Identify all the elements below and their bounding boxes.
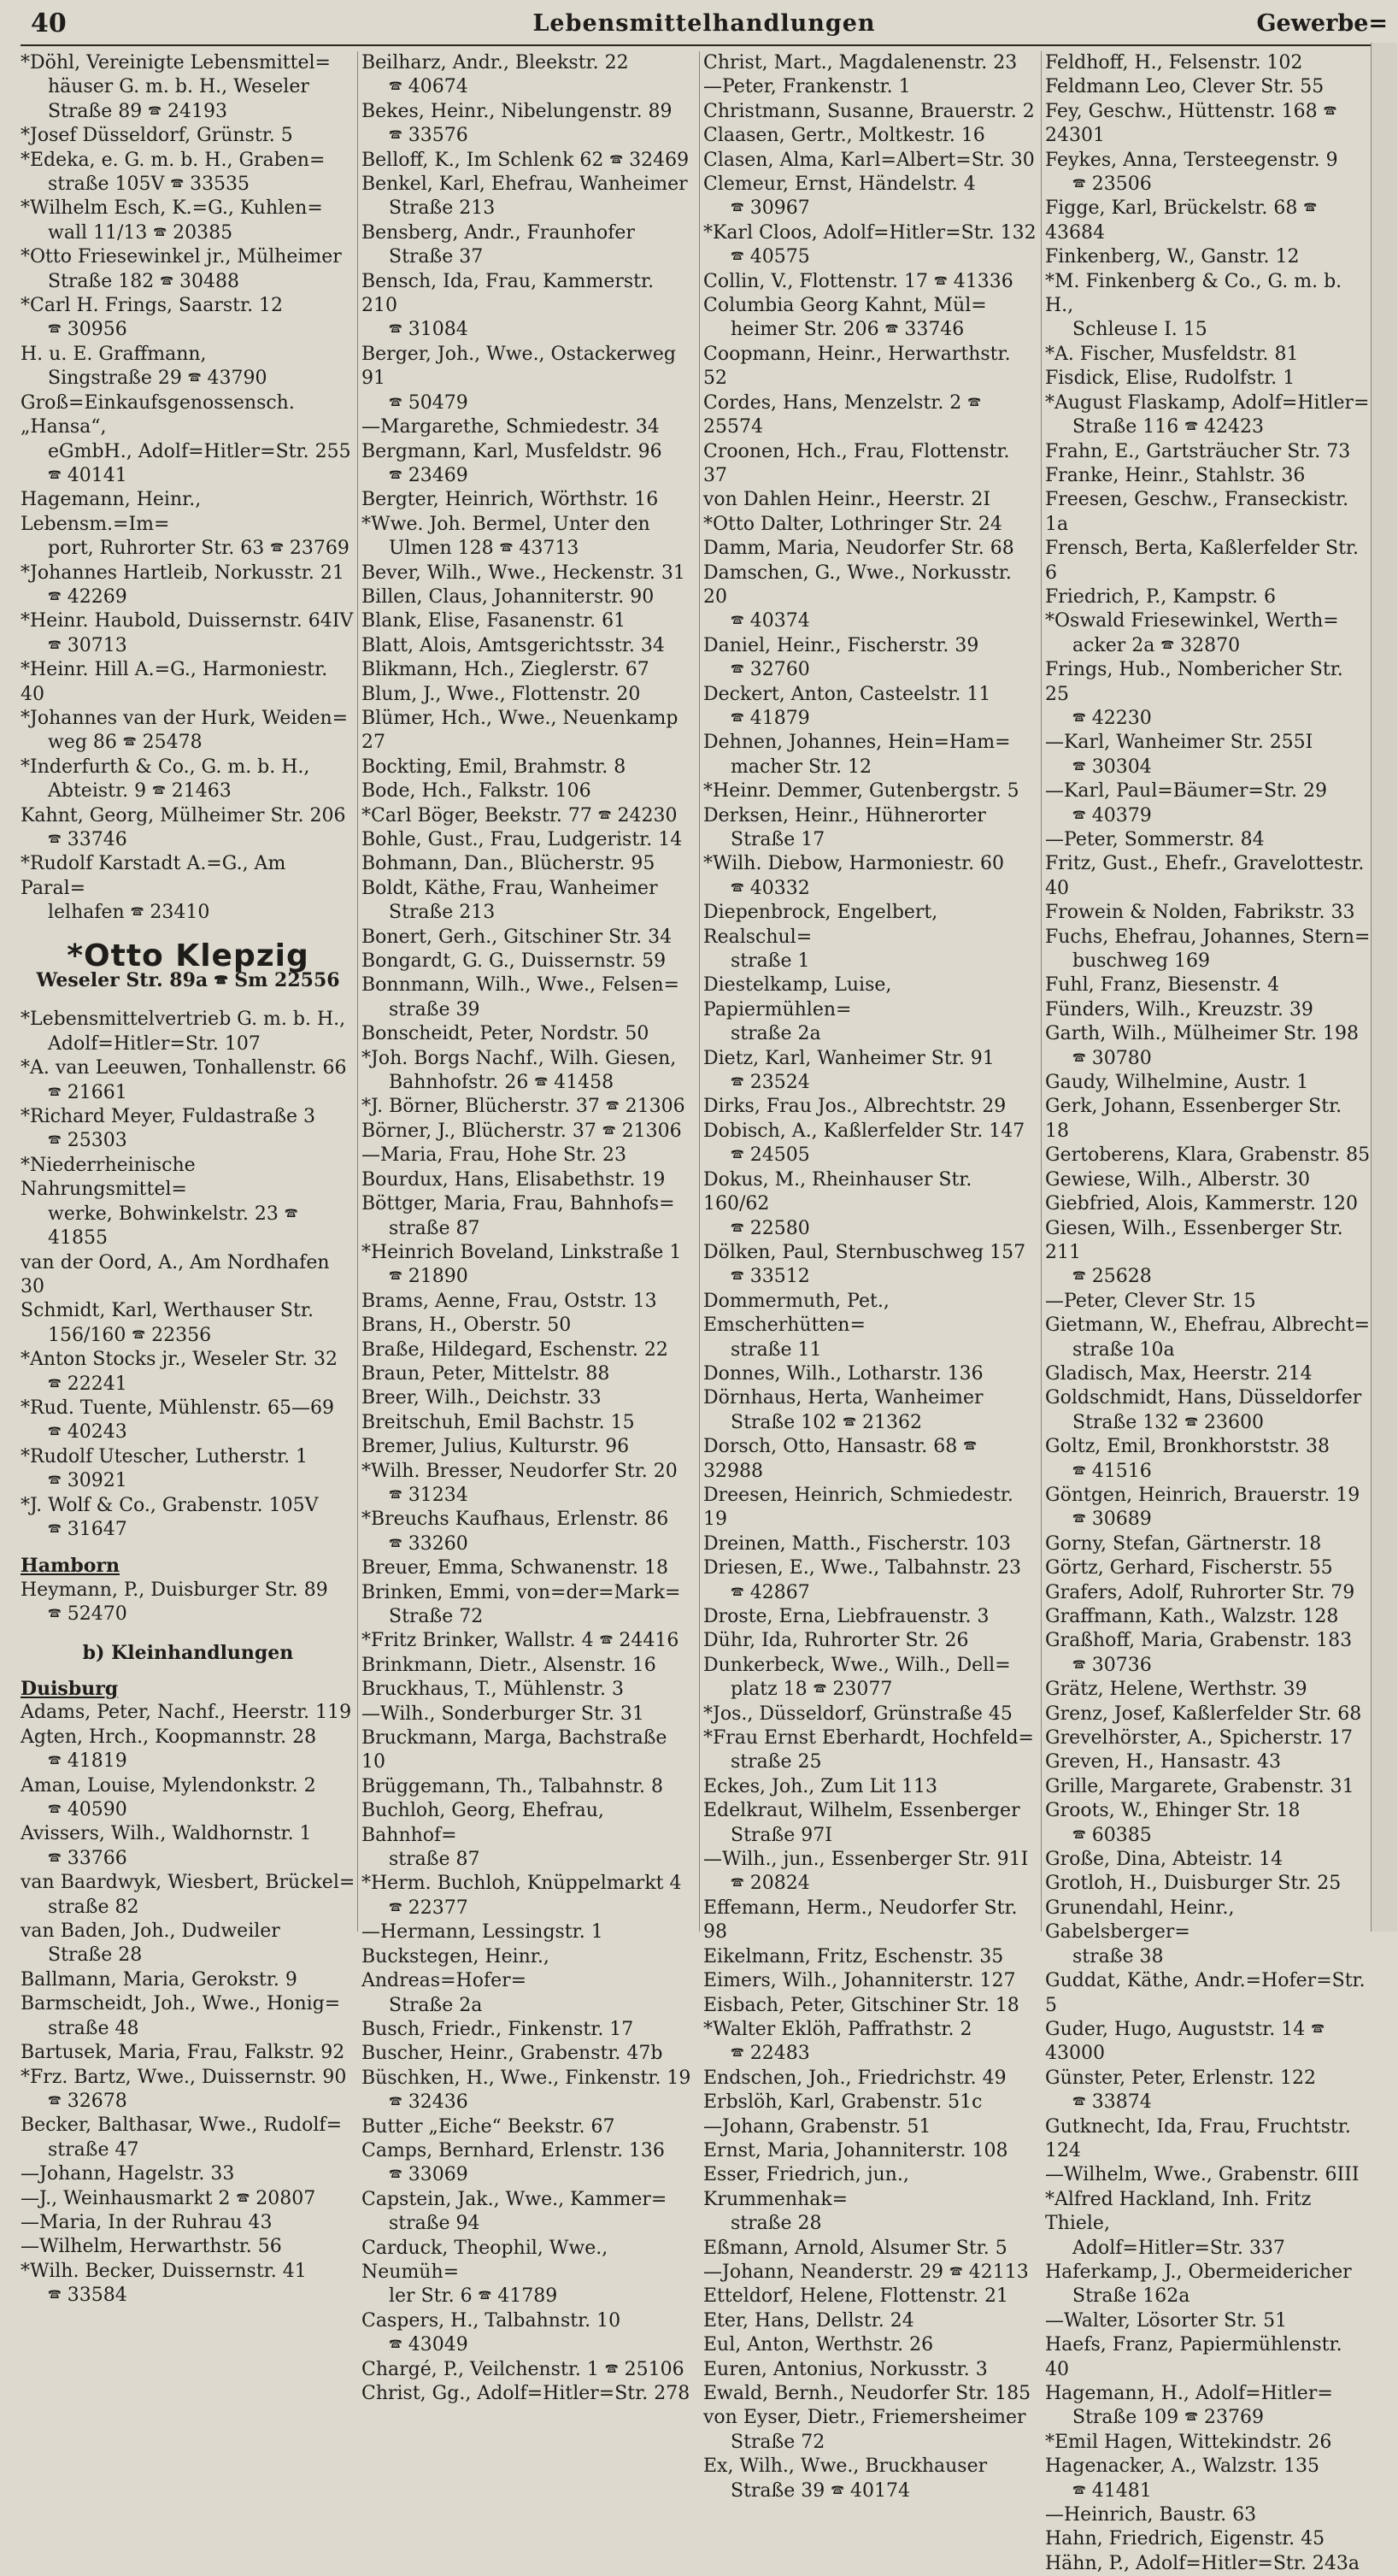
directory-entry: Billen, Claus, Johanniterstr. 90 — [361, 585, 655, 608]
directory-entry: Groots, W., Ehinger Str. 18 🕿 60385 — [1045, 1800, 1301, 1846]
directory-entry: Dommermuth, Pet., Emscherhütten= straße 11 — [703, 1290, 896, 1361]
directory-entry: Eimers, Wilh., Johanniterstr. 127 — [703, 1970, 1016, 1992]
directory-entry: —Peter, Frankenstr. 1 — [703, 76, 911, 98]
directory-entry: Derksen, Heinr., Hühnerorter Straße 17 — [703, 804, 986, 850]
directory-entry: Collin, V., Flottenstr. 17 🕿 41336 — [703, 270, 1013, 292]
directory-entry: *Fritz Brinker, Wallstr. 4 🕿 24416 — [361, 1630, 679, 1652]
directory-entry: —Wilhelm, Wwe., Grabenstr. 6III — [1045, 2164, 1360, 2186]
directory-entry: Grätz, Helene, Werthstr. 39 — [1045, 1679, 1307, 1701]
directory-entry: *Oswald Friesewinkel, Werth= acker 2a 🕿 32870 — [1045, 610, 1339, 656]
directory-entry: —Maria, Frau, Hohe Str. 23 — [361, 1144, 626, 1167]
directory-entry: Avissers, Wilh., Waldhornstr. 1 🕿 33766 — [21, 1823, 312, 1869]
directory-entry: Günster, Peter, Erlenstr. 122 🕿 33874 — [1045, 2067, 1316, 2114]
directory-entry: Frensch, Berta, Kaßlerfelder Str. 6 — [1045, 538, 1366, 584]
directory-entry: Erbslöh, Karl, Grabenstr. 51c — [703, 2091, 983, 2114]
directory-entry: von Eyser, Dietr., Friemersheimer Straße 72 — [703, 2407, 1026, 2453]
directory-entry: Haferkamp, J., Obermeidericher Straße 162a — [1045, 2261, 1352, 2308]
ad-name: *Otto Klepzig — [67, 938, 309, 973]
directory-entry: *Otto Dalter, Lothringer Str. 24 — [703, 513, 1002, 535]
directory-entry: Dirks, Frau Jos., Albrechtstr. 29 — [703, 1096, 1007, 1118]
directory-entry: *Anton Stocks jr., Weseler Str. 32 🕿 22241 — [21, 1349, 338, 1395]
directory-entry: *M. Finkenberg & Co., G. m. b. H., Schleuse I. 15 — [1045, 270, 1348, 341]
directory-entry: *Alfred Hackland, Inh. Fritz Thiele, Adolf=Hitler=Str. 337 — [1045, 2188, 1318, 2259]
directory-entry: Gewiese, Wilh., Alberstr. 30 — [1045, 1168, 1310, 1191]
directory-entry: Graßhoff, Maria, Grabenstr. 183 🕿 30736 — [1045, 1630, 1353, 1676]
directory-entry: Capstein, Jak., Wwe., Kammer= straße 94 — [361, 2188, 667, 2235]
directory-entry: *Carl Böger, Beekstr. 77 🕿 24230 — [361, 804, 678, 826]
directory-entry: Gutknecht, Ida, Frau, Fruchtstr. 124 — [1045, 2115, 1357, 2161]
directory-entry: Berger, Joh., Wwe., Ostackerweg 91 🕿 50479 — [361, 343, 682, 414]
directory-entry: Breitschuh, Emil Bachstr. 15 — [361, 1411, 635, 1433]
directory-entry: Fuchs, Ehefrau, Johannes, Stern= buschweg 169 — [1045, 926, 1371, 973]
directory-entry: Gertoberens, Klara, Grabenstr. 85 — [1045, 1144, 1371, 1167]
directory-entry: Büschken, H., Wwe., Finkenstr. 19 🕿 32436 — [361, 2067, 691, 2114]
directory-entry: *J. Börner, Blücherstr. 37 🕿 21306 — [361, 1096, 685, 1118]
directory-entry: *Jos., Düsseldorf, Grünstraße 45 — [703, 1703, 1013, 1725]
directory-entry: Frings, Hub., Nombericher Str. 25 🕿 42230 — [1045, 659, 1349, 729]
directory-entry: —J., Weinhausmarkt 2 🕿 20807 — [21, 2187, 316, 2209]
directory-entry: —Wilhelm, Herwarthstr. 56 — [21, 2236, 282, 2258]
directory-entry: Goldschmidt, Hans, Düsseldorfer Straße 132 🕿 23600 — [1045, 1387, 1362, 1433]
advertisement — [21, 938, 355, 993]
directory-entry: Christ, Gg., Adolf=Hitler=Str. 278 — [361, 2383, 690, 2404]
directory-entry: —Johann, Neanderstr. 29 🕿 42113 — [703, 2261, 1029, 2283]
directory-entry: Clemeur, Ernst, Händelstr. 4 🕿 30967 — [703, 173, 976, 220]
directory-entry: *Lebensmittelvertrieb G. m. b. H., Adolf=Hitler=Str. 107 — [21, 1009, 346, 1055]
directory-entry: Carduck, Theophil, Wwe., Neumüh= ler Str. 6 🕿 41789 — [361, 2237, 614, 2308]
directory-entry: Belloff, K., Im Schlenk 62 🕿 32469 — [361, 149, 690, 171]
directory-entry: H. u. E. Graffmann, Singstraße 29 🕿 43790 — [21, 343, 267, 390]
directory-entry: Hagenacker, A., Walzstr. 135 🕿 41481 — [1045, 2455, 1319, 2502]
directory-entry: Droste, Erna, Liebfrauenstr. 3 — [703, 1606, 990, 1627]
directory-entry: Fuhl, Franz, Biesenstr. 4 — [1045, 974, 1280, 997]
directory-entry: *Johannes Hartleib, Norkusstr. 21 🕿 42269 — [21, 562, 344, 608]
directory-entry: *Breuchs Kaufhaus, Erlenstr. 86 🕿 33260 — [361, 1509, 669, 1555]
directory-entry: —Johann, Grabenstr. 51 — [703, 2115, 931, 2138]
directory-entry: *Niederrheinische Nahrungsmittel= werke, Bohwinkelstr. 23 🕿 41855 — [21, 1154, 304, 1250]
directory-entry: —Wilh., jun., Essenberger Str. 91I 🕿 20824 — [703, 1849, 1029, 1895]
directory-entry: Graffmann, Kath., Walzstr. 128 — [1045, 1606, 1339, 1627]
directory-entry: *August Flaskamp, Adolf=Hitler= Straße 116 🕿 42423 — [1045, 391, 1370, 438]
directory-entry: Damschen, G., Wwe., Norkusstr. 20 🕿 40374 — [703, 562, 1018, 632]
directory-entry: *Frau Ernst Eberhardt, Hochfeld= straße 25 — [703, 1727, 1034, 1773]
directory-entry: Dehnen, Johannes, Hein=Ham= macher Str. 12 — [703, 732, 1011, 778]
directory-entry: Dreesen, Heinrich, Schmiedestr. 19 — [703, 1484, 1019, 1531]
directory-entry: Groß=Einkaufsgenossensch. „Hansa“, eGmbH., Adolf=Hitler=Str. 255 🕿 40141 — [21, 391, 351, 486]
page-number: 40 — [31, 9, 67, 38]
directory-entry: Blank, Elise, Fasanenstr. 61 — [361, 610, 626, 632]
directory-entry: Görtz, Gerhard, Fischerstr. 55 — [1045, 1557, 1333, 1579]
directory-entry: Dreinen, Matth., Fischerstr. 103 — [703, 1532, 1011, 1555]
directory-entry: —Maria, In der Ruhrau 43 — [21, 2211, 273, 2233]
directory-entry: *Josef Düsseldorf, Grünstr. 5 — [21, 125, 293, 147]
directory-entry: Feldmann Leo, Clever Str. 55 — [1045, 76, 1325, 98]
directory-entry: Daniel, Heinr., Fischerstr. 39 🕿 32760 — [703, 634, 979, 681]
column-4 — [1041, 51, 1372, 2574]
directory-entry: Columbia Georg Kahnt, Mül= heimer Str. 206 🕿 33746 — [703, 295, 987, 341]
directory-entry: Damm, Maria, Neudorfer Str. 68 — [703, 538, 1014, 560]
directory-entry: Bohle, Gust., Frau, Ludgeristr. 14 — [361, 829, 683, 850]
directory-entry: Dörnhaus, Herta, Wanheimer Straße 102 🕿 21362 — [703, 1387, 984, 1433]
directory-entry: Bourdux, Hans, Elisabethstr. 19 — [361, 1168, 666, 1191]
directory-entry: Brinken, Emmi, von=der=Mark= Straße 72 — [361, 1581, 681, 1627]
directory-entry: Bongardt, G. G., Duissernstr. 59 — [361, 950, 667, 973]
directory-entry: Giesen, Wilh., Essenberger Str. 211 🕿 25628 — [1045, 1217, 1349, 1288]
directory-entry: Börner, J., Blücherstr. 37 🕿 21306 — [361, 1120, 682, 1142]
directory-entry: Grevelhörster, A., Spicherstr. 17 — [1045, 1727, 1354, 1750]
column-1 — [21, 51, 355, 2307]
directory-entry: Frowein & Nolden, Fabrikstr. 33 — [1045, 902, 1355, 924]
directory-entry: Bremer, Julius, Kulturstr. 96 — [361, 1436, 630, 1458]
directory-entry: Cordes, Hans, Menzelstr. 2 🕿 25574 — [703, 391, 988, 438]
directory-entry: Breer, Wilh., Deichstr. 33 — [361, 1387, 602, 1409]
directory-entry: —Peter, Clever Str. 15 — [1045, 1290, 1256, 1312]
directory-entry: Grunendahl, Heinr., Gabelsberger= straße 38 — [1045, 1897, 1241, 1967]
directory-entry: —Peter, Sommerstr. 84 — [1045, 829, 1265, 850]
directory-entry: *A. van Leeuwen, Tonhallenstr. 66 🕿 21661 — [21, 1057, 347, 1103]
directory-entry: Bartusek, Maria, Frau, Falkstr. 92 — [21, 2042, 345, 2064]
directory-entry: Bonnmann, Wilh., Wwe., Felsen= straße 39 — [361, 974, 679, 1020]
column-3 — [699, 51, 1037, 2502]
directory-entry: Haefs, Franz, Papiermühlenstr. 40 — [1045, 2334, 1348, 2380]
running-head: Gewerbe= — [1256, 10, 1388, 37]
directory-entry: Bockting, Emil, Brahmstr. 8 — [361, 756, 626, 778]
directory-entry: Donnes, Wilh., Lotharstr. 136 — [703, 1362, 984, 1385]
directory-entry: Butter „Eiche“ Beekstr. 67 — [361, 2115, 615, 2138]
directory-entry: Frahn, E., Gartsträucher Str. 73 — [1045, 440, 1351, 462]
directory-entry: *Inderfurth & Co., G. m. b. H., Abteistr. 9 🕿 21463 — [21, 756, 310, 803]
directory-entry: Blatt, Alois, Amtsgerichtsstr. 34 — [361, 634, 665, 656]
directory-entry: —Wilh., Sonderburger Str. 31 — [361, 1703, 644, 1725]
directory-entry: *Rudolf Utescher, Lutherstr. 1 🕿 30921 — [21, 1445, 308, 1492]
directory-entry: *Walter Eklöh, Paffrathstr. 2 🕿 22483 — [703, 2018, 972, 2065]
directory-entry: Diestelkamp, Luise, Papiermühlen= straße 2a — [703, 974, 898, 1045]
directory-entry: Blum, J., Wwe., Flottenstr. 20 — [361, 683, 641, 705]
adjacent-page-edge — [1371, 43, 1397, 1932]
directory-entry: Grille, Margarete, Grabenstr. 31 — [1045, 1775, 1354, 1797]
directory-entry: *Otto Friesewinkel jr., Mülheimer Straße 182 🕿 30488 — [21, 246, 342, 292]
directory-entry: Finkenberg, W., Ganstr. 12 — [1045, 246, 1300, 268]
directory-entry: Ex, Wilh., Wwe., Bruckhauser Straße 39 🕿 40174 — [703, 2455, 988, 2502]
directory-entry: Breuer, Emma, Schwanenstr. 18 — [361, 1557, 668, 1579]
directory-entry: —Karl, Wanheimer Str. 255I 🕿 30304 — [1045, 732, 1313, 778]
directory-entry: Bruckhaus, T., Mühlenstr. 3 — [361, 1679, 624, 1701]
directory-entry: *Heinr. Hill A.=G., Harmoniestr. 40 — [21, 659, 334, 705]
directory-entry: *J. Wolf & Co., Grabenstr. 105V 🕿 31647 — [21, 1494, 319, 1540]
directory-entry: van Baardwyk, Wiesbert, Brückel= straße 82 — [21, 1872, 355, 1918]
directory-entry: *Wilh. Becker, Duissernstr. 41 🕿 33584 — [21, 2260, 307, 2307]
directory-entry: *Heinrich Boveland, Linkstraße 1 🕿 21890 — [361, 1241, 682, 1288]
subsection-heading: b) Kleinhandlungen — [82, 1641, 294, 1664]
directory-entry: Hähn, P., Adolf=Hitler=Str. 243a — [1045, 2552, 1360, 2574]
directory-entry: Eisbach, Peter, Gitschiner Str. 18 — [703, 1994, 1019, 2016]
directory-entry: *Döhl, Vereinigte Lebensmittel= häuser G. m. b. H., Weseler Straße 89 🕿 24193 — [21, 52, 331, 122]
directory-entry: Dunkerbeck, Wwe., Wilh., Dell= platz 18 🕿 23077 — [703, 1654, 1011, 1701]
directory-entry: Bergter, Heinrich, Wörthstr. 16 — [361, 489, 659, 511]
directory-entry: *Johannes van der Hurk, Weiden= weg 86 🕿 25478 — [21, 707, 349, 754]
ad-address: Weseler Str. 89a 🕿 Sm 22556 — [36, 969, 340, 992]
directory-entry: Eter, Hans, Dellstr. 24 — [703, 2309, 914, 2332]
directory-entry: Hagemann, H., Adolf=Hitler= Straße 109 🕿 23769 — [1045, 2383, 1333, 2429]
directory-entry: —Johann, Hagelstr. 33 — [21, 2163, 235, 2185]
directory-entry: *Joh. Borgs Nachf., Wilh. Giesen, Bahnhofstr. 26 🕿 41458 — [361, 1047, 677, 1094]
directory-entry: Böttger, Maria, Frau, Bahnhofs= straße 87 — [361, 1193, 675, 1239]
directory-entry: Giebfried, Alois, Kammerstr. 120 — [1045, 1193, 1358, 1215]
directory-entry: Brams, Aenne, Frau, Oststr. 13 — [361, 1290, 657, 1312]
directory-entry: *Richard Meyer, Fuldastraße 3 🕿 25303 — [21, 1106, 316, 1152]
page-title: Lebensmittelhandlungen — [532, 10, 876, 37]
directory-entry: Blikmann, Hch., Zieglerstr. 67 — [361, 659, 649, 681]
directory-entry: Bonscheidt, Peter, Nordstr. 50 — [361, 1023, 649, 1045]
directory-entry: Agten, Hrch., Koopmannstr. 28 🕿 41819 — [21, 1726, 317, 1773]
directory-entry: *Carl H. Frings, Saarstr. 12 🕿 30956 — [21, 295, 284, 341]
directory-entry: Garth, Wilh., Mülheimer Str. 198 🕿 30780 — [1045, 1023, 1359, 1069]
directory-entry: Gerk, Johann, Essenberger Str. 18 — [1045, 1096, 1348, 1142]
directory-entry: Fritz, Gust., Ehefr., Gravelottestr. 40 — [1045, 853, 1371, 899]
directory-entry: Dietz, Karl, Wanheimer Str. 91 🕿 23524 — [703, 1047, 995, 1094]
directory-entry: Ballmann, Maria, Gerokstr. 9 — [21, 1968, 297, 1991]
directory-entry: Buscher, Heinr., Grabenstr. 47b — [361, 2043, 663, 2065]
directory-entry: Benkel, Karl, Ehefrau, Wanheimer Straße 213 — [361, 173, 688, 220]
directory-entry: Esser, Friedrich, jun., Krummenhak= straße 28 — [703, 2164, 915, 2235]
directory-entry: Franke, Heinr., Stahlstr. 36 — [1045, 464, 1306, 486]
directory-entry: —Karl, Paul=Bäumer=Str. 29 🕿 40379 — [1045, 780, 1327, 826]
directory-entry: Grotloh, H., Duisburger Str. 25 — [1045, 1873, 1342, 1895]
directory-entry: Feykes, Anna, Tersteegenstr. 9 🕿 23506 — [1045, 149, 1338, 196]
directory-entry: von Dahlen Heinr., Heerstr. 2I — [703, 489, 991, 511]
directory-entry: Euren, Antonius, Norkusstr. 3 — [703, 2358, 988, 2380]
directory-entry: Dokus, M., Rheinhauser Str. 160/62 🕿 22580 — [703, 1168, 978, 1239]
directory-entry: Heymann, P., Duisburger Str. 89 🕿 52470 — [21, 1579, 328, 1626]
directory-entry: Brüggemann, Th., Talbahnstr. 8 — [361, 1775, 664, 1797]
directory-entry: Freesen, Geschw., Franseckistr. 1a — [1045, 489, 1355, 535]
directory-entry: Eckes, Joh., Zum Lit 113 — [703, 1775, 938, 1797]
directory-entry: Goltz, Emil, Bronkhorststr. 38 🕿 41516 — [1045, 1436, 1330, 1482]
directory-entry: *Rud. Tuente, Mühlenstr. 65—69 🕿 40243 — [21, 1397, 334, 1444]
directory-entry: Chargé, P., Veilchenstr. 1 🕿 25106 — [361, 2358, 684, 2380]
directory-entry: Endschen, Joh., Friedrichstr. 49 — [703, 2067, 1007, 2089]
directory-entry: *Heinr. Demmer, Gutenbergstr. 5 — [703, 780, 1019, 803]
directory-entry: *Wilh. Diebow, Harmoniestr. 60 🕿 40332 — [703, 853, 1005, 899]
page-header — [21, 7, 1388, 46]
directory-entry: van der Oord, A., Am Nordhafen 30 — [21, 1251, 336, 1297]
directory-entry: Bonert, Gerh., Gitschiner Str. 34 — [361, 926, 673, 948]
directory-entry: Figge, Karl, Brückelstr. 68 🕿 43684 — [1045, 197, 1324, 244]
directory-entry: Fisdick, Elise, Rudolfstr. 1 — [1045, 368, 1295, 390]
directory-entry: Bruckmann, Marga, Bachstraße 10 — [361, 1727, 673, 1773]
directory-entry: Feldhoff, H., Felsenstr. 102 — [1045, 52, 1303, 74]
directory-entry: Guder, Hugo, Auguststr. 14 🕿 43000 — [1045, 2018, 1330, 2065]
directory-entry: Etteldorf, Helene, Flottenstr. 21 — [703, 2285, 1009, 2308]
directory-entry: Blümer, Hch., Wwe., Neuenkamp 27 — [361, 707, 684, 754]
directory-entry: *Wilhelm Esch, K.=G., Kuhlen= wall 11/13 🕿 20385 — [21, 197, 323, 244]
directory-entry: —Walter, Lösorter Str. 51 — [1045, 2309, 1288, 2332]
directory-entry: Gladisch, Max, Heerstr. 214 — [1045, 1362, 1313, 1385]
directory-entry: Fünders, Wilh., Kreuzstr. 39 — [1045, 998, 1313, 1020]
directory-entry: Eikelmann, Fritz, Eschenstr. 35 — [703, 1945, 1004, 1967]
directory-entry: Barmscheidt, Joh., Wwe., Honig= straße 48 — [21, 1993, 341, 2039]
directory-entry: Bergmann, Karl, Musfeldstr. 96 🕿 23469 — [361, 440, 662, 486]
directory-entry: Grafers, Adolf, Ruhrorter Str. 79 — [1045, 1581, 1355, 1603]
directory-entry: Göntgen, Heinrich, Brauerstr. 19 🕿 30689 — [1045, 1484, 1360, 1531]
directory-entry: *Edeka, e. G. m. b. H., Graben= straße 105V 🕿 33535 — [21, 149, 326, 196]
directory-entry: Christ, Mart., Magdalenenstr. 23 — [703, 52, 1018, 74]
directory-entry: van Baden, Joh., Dudweiler Straße 28 — [21, 1920, 280, 1967]
directory-entry: Effemann, Herm., Neudorfer Str. 98 — [703, 1897, 1024, 1944]
directory-entry: Eßmann, Arnold, Alsumer Str. 5 — [703, 2237, 1007, 2259]
directory-entry: Bohmann, Dan., Blücherstr. 95 — [361, 853, 655, 875]
directory-entry: *Rudolf Karstadt A.=G., Am Paral= lelhafen 🕿 23410 — [21, 853, 292, 924]
directory-entry: Bode, Hch., Falkstr. 106 — [361, 780, 591, 803]
directory-entry: Dölken, Paul, Sternbuschweg 157 🕿 33512 — [703, 1241, 1026, 1288]
directory-entry: Beilharz, Andr., Bleekstr. 22 🕿 40674 — [361, 52, 629, 98]
directory-entry: —Margarethe, Schmiedestr. 34 — [361, 416, 660, 438]
directory-entry: *Emil Hagen, Wittekindstr. 26 — [1045, 2431, 1332, 2453]
directory-entry: Große, Dina, Abteistr. 14 — [1045, 1849, 1283, 1871]
directory-entry: Christmann, Susanne, Brauerstr. 2 — [703, 100, 1035, 122]
directory-entry: Driesen, E., Wwe., Talbahnstr. 23 🕿 42867 — [703, 1557, 1022, 1603]
directory-entry: Grenz, Josef, Kaßlerfelder Str. 68 — [1045, 1703, 1362, 1725]
directory-entry: *A. Fischer, Musfeldstr. 81 — [1045, 343, 1299, 365]
directory-entry: Brinkmann, Dietr., Alsenstr. 16 — [361, 1654, 656, 1676]
directory-entry: Aman, Louise, Mylendonkstr. 2 🕿 40590 — [21, 1774, 316, 1821]
directory-entry: Brans, H., Oberstr. 50 — [361, 1314, 572, 1337]
directory-entry: *Wwe. Joh. Bermel, Unter den Ulmen 128 🕿 43713 — [361, 513, 650, 560]
directory-entry: Caspers, H., Talbahnstr. 10 🕿 43049 — [361, 2309, 621, 2356]
directory-entry: *Wilh. Bresser, Neudorfer Str. 20 🕿 31234 — [361, 1460, 678, 1506]
directory-entry: *Heinr. Haubold, Duissernstr. 64IV 🕿 30713 — [21, 610, 354, 656]
column-2 — [357, 51, 695, 2404]
directory-entry: Dühr, Ida, Ruhrorter Str. 26 — [703, 1630, 969, 1652]
section-heading: Hamborn — [21, 1555, 120, 1578]
directory-entry: —Hermann, Lessingstr. 1 — [361, 1921, 603, 1944]
directory-entry: Dorsch, Otto, Hansastr. 68 🕿 32988 — [703, 1436, 983, 1482]
directory-entry: Braße, Hildegard, Eschenstr. 22 — [361, 1338, 668, 1361]
directory-entry: Edelkraut, Wilhelm, Essenberger Straße 97I — [703, 1800, 1020, 1846]
directory-entry: Adams, Peter, Nachf., Heerstr. 119 — [21, 1702, 352, 1724]
directory-entry: Croonen, Hch., Frau, Flottenstr. 37 — [703, 440, 1016, 486]
directory-entry: Friedrich, P., Kampstr. 6 — [1045, 585, 1276, 608]
directory-entry: Busch, Friedr., Finkenstr. 17 — [361, 2018, 634, 2040]
directory-entry: Coopmann, Heinr., Herwarthstr. 52 — [703, 343, 1017, 390]
directory-entry: Kahnt, Georg, Mülheimer Str. 206 🕿 33746 — [21, 804, 346, 850]
directory-entry: Bensch, Ida, Frau, Kammerstr. 210 🕿 31084 — [361, 270, 661, 341]
directory-entry: *Karl Cloos, Adolf=Hitler=Str. 132 🕿 40575 — [703, 221, 1037, 268]
directory-entry: Becker, Balthasar, Wwe., Rudolf= straße 47 — [21, 2114, 342, 2161]
directory-entry: Hagemann, Heinr., Lebensm.=Im= port, Ruhrorter Str. 63 🕿 23769 — [21, 489, 350, 560]
directory-entry: Fey, Geschw., Hüttenstr. 168 🕿 24301 — [1045, 100, 1343, 147]
directory-entry: *Frz. Bartz, Wwe., Duissernstr. 90 🕿 32678 — [21, 2066, 347, 2112]
directory-entry: Bensberg, Andr., Fraunhofer Straße 37 — [361, 221, 635, 268]
directory-entry: Diepenbrock, Engelbert, Realschul= straße 1 — [703, 902, 944, 973]
directory-entry: Dobisch, A., Kaßlerfelder Str. 147 🕿 24505 — [703, 1120, 1025, 1167]
directory-entry: Clasen, Alma, Karl=Albert=Str. 30 — [703, 149, 1035, 171]
directory-entry: Braun, Peter, Mittelstr. 88 — [361, 1362, 610, 1385]
directory-entry: *Herm. Buchloh, Knüppelmarkt 4 🕿 22377 — [361, 1873, 682, 1919]
directory-entry: Camps, Bernhard, Erlenstr. 136 🕿 33069 — [361, 2139, 665, 2186]
directory-entry: Schmidt, Karl, Werthauser Str. 156/160 🕿 22356 — [21, 1300, 314, 1346]
directory-entry: Boldt, Käthe, Frau, Wanheimer Straße 213 — [361, 877, 658, 924]
directory-entry: Ernst, Maria, Johanniterstr. 108 — [703, 2139, 1008, 2161]
directory-entry: Gorny, Stefan, Gärtnerstr. 18 — [1045, 1532, 1322, 1555]
section-heading: Duisburg — [21, 1678, 119, 1700]
directory-entry: Gaudy, Wilhelmine, Austr. 1 — [1045, 1072, 1309, 1094]
directory-entry: Gietmann, W., Ehefrau, Albrecht= straße 10a — [1045, 1314, 1371, 1361]
directory-entry: Buckstegen, Heinr., Andreas=Hofer= Straße 2a — [361, 1945, 555, 2016]
directory-entry: Deckert, Anton, Casteelstr. 11 🕿 41879 — [703, 683, 991, 729]
directory-entry: Guddat, Käthe, Andr.=Hofer=Str. 5 — [1045, 1970, 1372, 2016]
directory-entry: —Heinrich, Baustr. 63 — [1045, 2504, 1257, 2526]
directory-entry: Greven, H., Hansastr. 43 — [1045, 1751, 1281, 1773]
directory-entry: Bekes, Heinr., Nibelungenstr. 89 🕿 33576 — [361, 100, 673, 147]
directory-entry: Ewald, Bernh., Neudorfer Str. 185 — [703, 2383, 1031, 2404]
directory-entry: Eul, Anton, Werthstr. 26 — [703, 2334, 934, 2356]
directory-entry: Claasen, Gertr., Moltkestr. 16 — [703, 125, 985, 147]
directory-entry: Hahn, Friedrich, Eigenstr. 45 — [1045, 2528, 1325, 2550]
directory-entry: Buchloh, Georg, Ehefrau, Bahnhof= straße 87 — [361, 1800, 610, 1871]
directory-entry: Bever, Wilh., Wwe., Heckenstr. 31 — [361, 562, 685, 584]
